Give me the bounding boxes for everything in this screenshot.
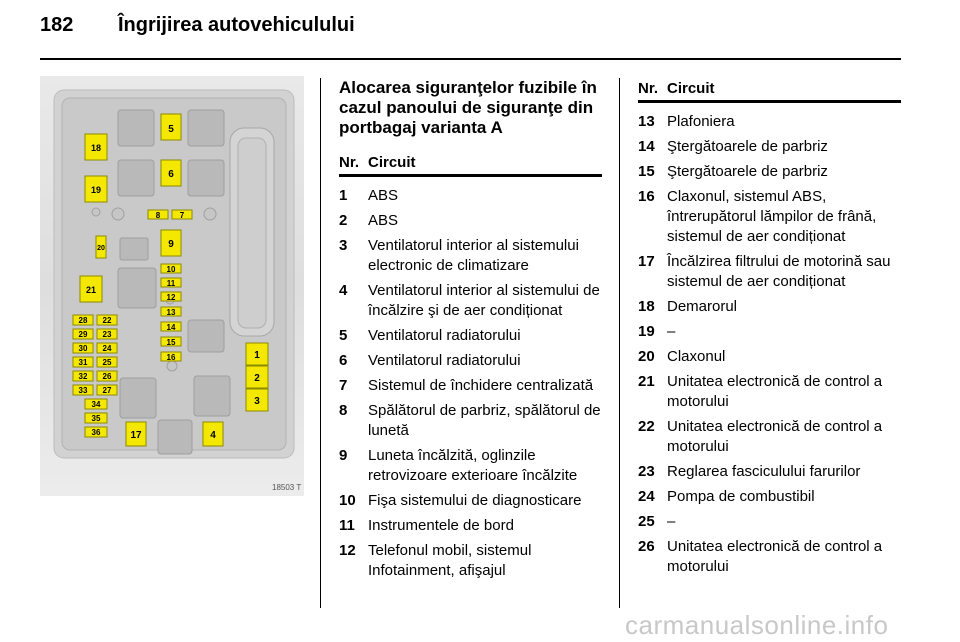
circuit-description: Demarorul <box>667 298 738 315</box>
page-number: 182 <box>40 14 74 36</box>
table-row <box>638 252 901 292</box>
circuit-description: Claxonul <box>667 348 726 365</box>
section-heading: Alocarea siguranţelor fuzibile în cazul panoului de siguranţe din portbagaj varianta A <box>339 78 597 137</box>
svg-text:20: 20 <box>97 245 105 252</box>
fuse-number: 13 <box>638 113 655 130</box>
fuse-15 <box>161 337 181 347</box>
table-row <box>638 162 901 182</box>
fuse-13 <box>161 307 181 317</box>
fuse-24 <box>97 343 117 353</box>
fuse-number: 18 <box>638 298 655 315</box>
table-row <box>339 281 602 321</box>
circuit-description: Ştergătoarele de parbriz <box>667 138 828 155</box>
fuse-number: 15 <box>638 163 655 180</box>
fuse-34 <box>85 399 107 409</box>
column-divider-left <box>320 78 321 608</box>
fuse-number: 11 <box>339 517 355 534</box>
fuse-7 <box>172 210 192 220</box>
fuse-8 <box>148 210 168 220</box>
table-header <box>339 154 602 177</box>
fuse-2 <box>246 366 268 388</box>
fuse-36 <box>85 427 107 437</box>
table-row <box>638 372 901 412</box>
svg-text:36: 36 <box>91 428 101 437</box>
circuit-description: Unitatea electronică de control a motorului <box>667 418 883 455</box>
fuse-1 <box>246 343 268 365</box>
fuse-14 <box>161 322 181 332</box>
circuit-description: Unitatea electronică de control a motorului <box>667 373 883 410</box>
fuse-number: 19 <box>638 323 655 340</box>
table-row <box>339 236 602 276</box>
table-row <box>339 401 602 441</box>
fuse-number: 7 <box>339 377 348 394</box>
table-row <box>638 322 901 342</box>
circuit-description: Reglarea fasciculului farurilor <box>667 463 861 480</box>
fuse-16 <box>161 352 181 362</box>
svg-text:23: 23 <box>102 330 112 339</box>
fuse-number: 25 <box>638 513 655 530</box>
fuse-number: 2 <box>339 212 348 229</box>
fuse-number: 12 <box>339 542 356 559</box>
fuse-25 <box>97 357 117 367</box>
table-row <box>638 137 901 157</box>
fuse-5 <box>161 114 181 140</box>
fuse-10 <box>161 264 181 274</box>
fuse-17 <box>126 422 146 446</box>
fuse-4 <box>203 422 223 446</box>
table-body <box>339 186 602 581</box>
svg-text:26: 26 <box>102 372 112 381</box>
table-row <box>638 112 901 132</box>
svg-text:15: 15 <box>166 338 176 347</box>
fuse-number: 1 <box>339 187 348 204</box>
column-circuit: Circuit <box>667 80 715 97</box>
fuse-23 <box>97 329 117 339</box>
figure-code: 18503 T <box>272 483 302 492</box>
table-row <box>638 462 901 482</box>
fuse-32 <box>73 371 93 381</box>
svg-text:27: 27 <box>102 386 112 395</box>
svg-text:7: 7 <box>179 211 185 220</box>
svg-text:34: 34 <box>91 400 101 409</box>
fuse-table-1 <box>339 78 602 586</box>
circuit-description: – <box>667 513 676 530</box>
table-row <box>638 347 901 367</box>
fuse-22 <box>97 315 117 325</box>
table-row <box>638 187 901 247</box>
fuse-33 <box>73 385 93 395</box>
svg-text:2: 2 <box>254 373 260 384</box>
fuse-number: 10 <box>339 492 356 509</box>
table-row <box>339 446 602 486</box>
circuit-description: Claxonul, sistemul ABS, întrerupătorul lămpilor de frână, sistemul de aer condiționat <box>667 188 877 245</box>
table-row <box>339 516 602 536</box>
svg-text:10: 10 <box>166 265 176 274</box>
fuse-20 <box>96 236 106 258</box>
table-body <box>638 112 901 577</box>
svg-text:25: 25 <box>102 358 112 367</box>
circuit-description: Telefonul mobil, sistemul Infotainment, afişajul <box>368 542 532 579</box>
table-row <box>339 211 602 231</box>
header-rule <box>40 58 901 60</box>
svg-text:29: 29 <box>78 330 88 339</box>
circuit-description: Luneta încălzită, oglinzile retrovizoare exterioare încălzite <box>368 447 578 484</box>
fuse-11 <box>161 278 181 288</box>
circuit-description: Spălătorul de parbriz, spălătorul de lunetă <box>368 402 601 439</box>
fuse-19 <box>85 176 107 202</box>
column-nr: Nr. <box>339 154 360 171</box>
fuse-31 <box>73 357 93 367</box>
fuse-3 <box>246 389 268 411</box>
circuit-description: Plafoniera <box>667 113 735 130</box>
svg-text:21: 21 <box>85 285 97 295</box>
page-title: Îngrijirea autovehiculului <box>118 14 355 36</box>
fuse-18 <box>85 134 107 160</box>
svg-text:9: 9 <box>168 239 174 250</box>
fuse-26 <box>97 371 117 381</box>
fuse-28 <box>73 315 93 325</box>
column-circuit: Circuit <box>368 154 416 171</box>
svg-text:32: 32 <box>78 372 88 381</box>
circuit-description: Instrumentele de bord <box>368 517 514 534</box>
circuit-description: Ventilatorul radiatorului <box>368 327 521 344</box>
circuit-description: Fişa sistemului de diagnosticare <box>368 492 582 509</box>
fuse-number: 3 <box>339 237 348 254</box>
circuit-description: Ventilatorul interior al sistemului de încălzire şi de aer condiționat <box>368 282 600 319</box>
svg-text:11: 11 <box>166 279 176 288</box>
fuse-number: 24 <box>638 488 655 505</box>
column-nr: Nr. <box>638 80 659 97</box>
svg-text:17: 17 <box>130 430 142 441</box>
table-row <box>638 487 901 507</box>
table-row <box>638 512 901 532</box>
fuse-number: 14 <box>638 138 655 155</box>
fuse-number: 23 <box>638 463 655 480</box>
fuse-number: 8 <box>339 402 348 419</box>
fuse-number: 4 <box>339 282 348 299</box>
fuse-number: 9 <box>339 447 348 464</box>
watermark: carmanualsonline.info <box>625 610 889 640</box>
svg-text:4: 4 <box>210 430 216 441</box>
table-row <box>638 297 901 317</box>
svg-text:3: 3 <box>254 396 260 407</box>
svg-text:8: 8 <box>155 211 161 220</box>
circuit-description: Sistemul de închidere centralizată <box>368 377 594 394</box>
fuse-box-diagram <box>40 76 304 496</box>
fuse-number: 22 <box>638 418 655 435</box>
circuit-description: Pompa de combustibil <box>667 488 815 505</box>
svg-text:1: 1 <box>254 350 260 361</box>
svg-text:31: 31 <box>78 358 88 367</box>
svg-text:19: 19 <box>90 185 102 195</box>
svg-text:18: 18 <box>90 143 102 153</box>
svg-text:14: 14 <box>166 323 176 332</box>
fuse-27 <box>97 385 117 395</box>
fuse-21 <box>80 276 102 302</box>
circuit-description: Ştergătoarele de parbriz <box>667 163 828 180</box>
svg-text:28: 28 <box>78 316 88 325</box>
svg-text:30: 30 <box>78 344 88 353</box>
fuse-number: 5 <box>339 327 348 344</box>
fuse-number: 17 <box>638 253 655 270</box>
svg-text:35: 35 <box>91 414 101 423</box>
svg-text:12: 12 <box>166 293 176 302</box>
fuse-29 <box>73 329 93 339</box>
svg-text:5: 5 <box>168 124 174 135</box>
table-row <box>339 376 602 396</box>
circuit-description: Unitatea electronică de control a motorului <box>667 538 883 575</box>
circuit-description: Ventilatorul interior al sistemului electronic de climatizare <box>368 237 579 274</box>
fuse-9 <box>161 230 181 256</box>
table-row <box>638 417 901 457</box>
svg-text:33: 33 <box>78 386 88 395</box>
fuse-number: 20 <box>638 348 655 365</box>
fuse-number: 21 <box>638 373 655 390</box>
fuse-number: 26 <box>638 538 655 555</box>
fuse-6 <box>161 160 181 186</box>
svg-text:13: 13 <box>166 308 176 317</box>
table-row <box>638 537 901 577</box>
fuse-12 <box>161 292 181 302</box>
fuse-table-2 <box>638 80 901 582</box>
fuse-number: 16 <box>638 188 655 205</box>
circuit-description: ABS <box>368 187 399 204</box>
table-row <box>339 491 602 511</box>
fuse-30 <box>73 343 93 353</box>
table-header <box>638 80 901 103</box>
table-row <box>339 326 602 346</box>
circuit-description: Încălzirea filtrului de motorină sau sistemul de aer condiționat <box>667 253 891 290</box>
svg-text:16: 16 <box>166 353 176 362</box>
fuse-35 <box>85 413 107 423</box>
column-divider-right <box>619 78 620 608</box>
circuit-description: Ventilatorul radiatorului <box>368 352 521 369</box>
fuse-number: 6 <box>339 352 348 369</box>
circuit-description: ABS <box>368 212 399 229</box>
svg-text:24: 24 <box>102 344 112 353</box>
circuit-description: – <box>667 323 676 340</box>
svg-text:22: 22 <box>102 316 112 325</box>
table-row <box>339 186 602 206</box>
table-row <box>339 351 602 371</box>
svg-text:6: 6 <box>168 169 174 180</box>
table-row <box>339 541 602 581</box>
